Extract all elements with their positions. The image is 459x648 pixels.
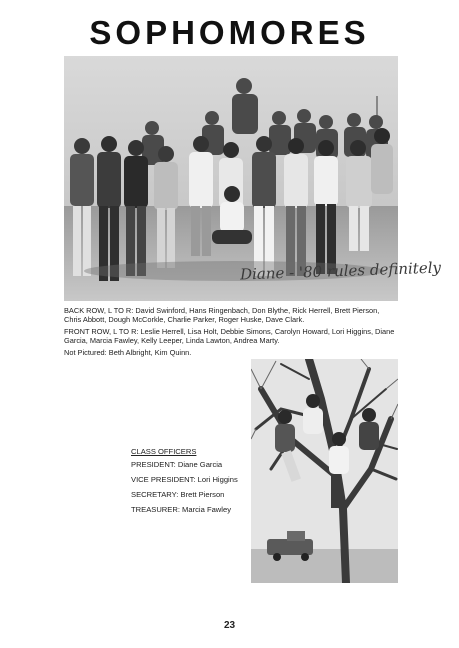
photo-captions [64, 306, 398, 360]
president-line: PRESIDENT: Diane Garcia [131, 460, 223, 469]
page-title: SOPHOMORES [89, 14, 370, 51]
vice-president-line: VICE PRESIDENT: Lori Higgins [131, 475, 238, 484]
handwritten-inscription: Diane - '80 rules definitely [239, 258, 442, 284]
tree-officers-photo [251, 359, 398, 583]
back-row-caption: BACK ROW, L TO R: David Swinford, Hans Ringenbach, Don Blythe, Rick Herrell, Brett Pierson, Chris Abbott, Dough McCorkle, Charlie Parker, Roger Huske, Dave Clark. [64, 306, 380, 324]
page-number: 23 [223, 620, 236, 631]
class-officers-heading: CLASS OFFICERS [131, 447, 197, 456]
front-row-caption: FRONT ROW, L TO R: Leslie Herrell, Lisa Holt, Debbie Simons, Carolyn Howard, Lori Higgins, Diane Garcia, Marcia Fawley, Kelly Leeper, Linda Lawton, Andrea Marty. [64, 327, 395, 345]
not-pictured-caption: Not Pictured: Beth Albright, Kim Quinn. [64, 348, 192, 357]
class-officers [131, 447, 246, 520]
secretary-line: SECRETARY: Brett Pierson [131, 490, 225, 499]
treasurer-line: TREASURER: Marcia Fawley [131, 505, 232, 514]
